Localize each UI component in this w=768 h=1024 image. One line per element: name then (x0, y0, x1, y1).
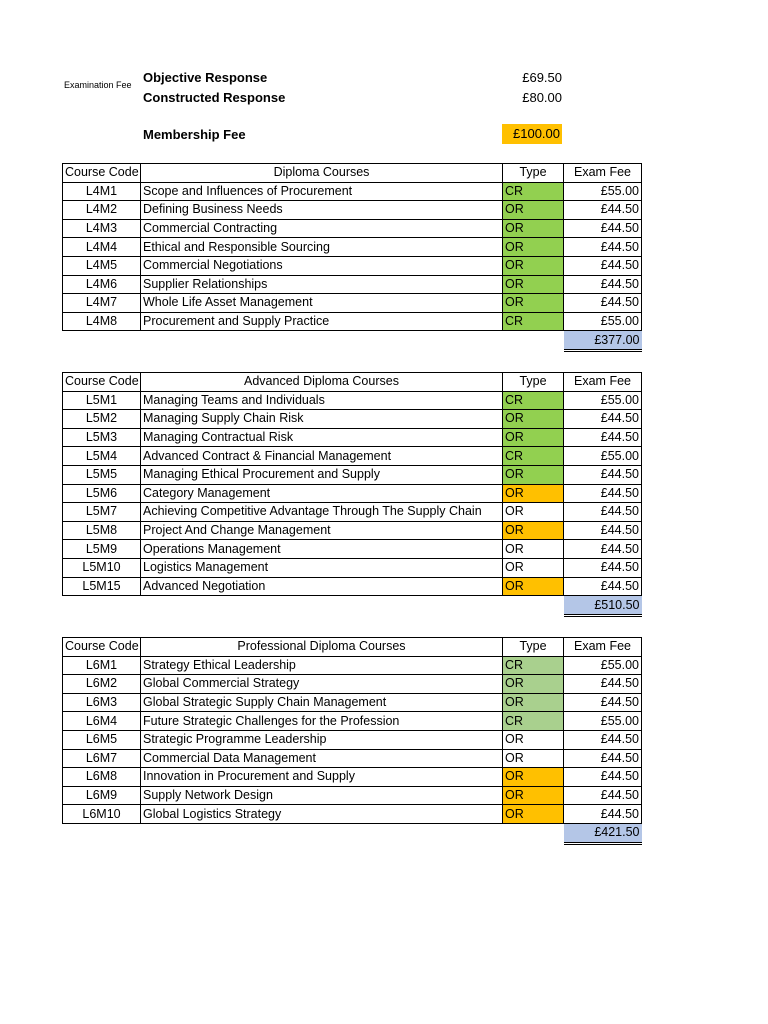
course-code-cell: L6M8 (63, 768, 141, 787)
exam-type-cell: CR (503, 447, 564, 466)
course-code-cell: L5M1 (63, 391, 141, 410)
course-code-cell: L6M2 (63, 675, 141, 694)
exam-fee-cell: £55.00 (564, 712, 642, 731)
table-header-row (63, 164, 642, 183)
exam-fee-cell: £44.50 (564, 465, 642, 484)
exam-type-cell: CR (503, 712, 564, 731)
type-header: Type (503, 164, 564, 183)
course-name-cell: Defining Business Needs (141, 201, 503, 220)
total-fee-cell: £421.50 (564, 823, 642, 843)
course-name-cell: Commercial Negotiations (141, 256, 503, 275)
exam-fee-cell: £44.50 (564, 219, 642, 238)
table-row (63, 182, 642, 201)
course-name-cell: Whole Life Asset Management (141, 294, 503, 313)
course-name-cell: Strategic Programme Leadership (141, 730, 503, 749)
table-row (63, 675, 642, 694)
table-row (63, 275, 642, 294)
membership-fee-label: Membership Fee (143, 127, 246, 142)
table-row (63, 312, 642, 331)
exam-type-cell: CR (503, 182, 564, 201)
table-row (63, 656, 642, 675)
table-row (63, 465, 642, 484)
exam-fee-cell: £55.00 (564, 182, 642, 201)
course-code-cell: L5M5 (63, 465, 141, 484)
exam-type-cell: OR (503, 675, 564, 694)
course-code-cell: L4M3 (63, 219, 141, 238)
table-row (63, 238, 642, 257)
course-name-cell: Project And Change Management (141, 521, 503, 540)
course-code-cell: L4M2 (63, 201, 141, 220)
exam-type-cell: OR (503, 238, 564, 257)
diploma-courses-header: Diploma Courses (141, 164, 503, 183)
course-name-cell: Managing Teams and Individuals (141, 391, 503, 410)
exam-fee-cell: £44.50 (564, 503, 642, 522)
fee-summary (0, 0, 768, 150)
total-row (63, 596, 642, 616)
exam-type-cell: OR (503, 693, 564, 712)
objective-response-label: Objective Response (143, 70, 268, 85)
table-row (63, 484, 642, 503)
course-code-cell: L6M1 (63, 656, 141, 675)
course-name-cell: Procurement and Supply Practice (141, 312, 503, 331)
exam-type-cell: OR (503, 275, 564, 294)
course-code-cell: L4M1 (63, 182, 141, 201)
exam-fee-cell: £44.50 (564, 484, 642, 503)
exam-fee-cell: £44.50 (564, 201, 642, 220)
exam-type-cell: CR (503, 391, 564, 410)
exam-fee-cell: £44.50 (564, 238, 642, 257)
course-name-cell: Strategy Ethical Leadership (141, 656, 503, 675)
exam-fee-cell: £44.50 (564, 749, 642, 768)
type-header: Type (503, 638, 564, 657)
advanced-diploma-courses-header: Advanced Diploma Courses (141, 373, 503, 392)
table-row (63, 219, 642, 238)
exam-type-cell: OR (503, 768, 564, 787)
course-name-cell: Global Strategic Supply Chain Management (141, 693, 503, 712)
course-code-cell: L4M6 (63, 275, 141, 294)
total-fee-cell: £510.50 (564, 596, 642, 616)
exam-fee-cell: £44.50 (564, 558, 642, 577)
course-name-cell: Commercial Contracting (141, 219, 503, 238)
exam-type-cell: OR (503, 294, 564, 313)
exam-type-cell: OR (503, 484, 564, 503)
table-row (63, 410, 642, 429)
course-name-cell: Category Management (141, 484, 503, 503)
course-code-cell: L4M4 (63, 238, 141, 257)
course-name-cell: Supplier Relationships (141, 275, 503, 294)
exam-fee-cell: £44.50 (564, 786, 642, 805)
course-code-cell: L4M7 (63, 294, 141, 313)
diploma-courses-table (62, 163, 642, 352)
table-row (63, 428, 642, 447)
course-code-cell: L5M10 (63, 558, 141, 577)
course-code-cell: L5M2 (63, 410, 141, 429)
exam-fee-cell: £44.50 (564, 256, 642, 275)
course-name-cell: Future Strategic Challenges for the Profession (141, 712, 503, 731)
course-code-cell: L5M8 (63, 521, 141, 540)
exam-fee-cell: £44.50 (564, 275, 642, 294)
course-name-cell: Global Commercial Strategy (141, 675, 503, 694)
total-row (63, 331, 642, 351)
exam-type-cell: OR (503, 577, 564, 596)
table-row (63, 693, 642, 712)
table-row (63, 712, 642, 731)
exam-fee-cell: £55.00 (564, 447, 642, 466)
total-fee-cell: £377.00 (564, 331, 642, 351)
course-code-cell: L6M9 (63, 786, 141, 805)
course-code-cell: L5M9 (63, 540, 141, 559)
exam-type-cell: CR (503, 312, 564, 331)
exam-type-cell: OR (503, 410, 564, 429)
course-name-cell: Commercial Data Management (141, 749, 503, 768)
exam-type-cell: OR (503, 521, 564, 540)
course-code-cell: L6M10 (63, 805, 141, 824)
course-name-cell: Advanced Negotiation (141, 577, 503, 596)
table-row (63, 749, 642, 768)
course-code-header: Course Code (63, 638, 141, 657)
course-name-cell: Innovation in Procurement and Supply (141, 768, 503, 787)
course-code-cell: L6M5 (63, 730, 141, 749)
exam-type-cell: OR (503, 730, 564, 749)
exam-fee-cell: £44.50 (564, 410, 642, 429)
exam-type-cell: OR (503, 786, 564, 805)
course-name-cell: Managing Supply Chain Risk (141, 410, 503, 429)
course-name-cell: Logistics Management (141, 558, 503, 577)
course-code-cell: L5M4 (63, 447, 141, 466)
table-row (63, 786, 642, 805)
exam-fee-cell: £44.50 (564, 521, 642, 540)
course-code-cell: L5M7 (63, 503, 141, 522)
table-row (63, 540, 642, 559)
course-code-cell: L6M4 (63, 712, 141, 731)
exam-fee-cell: £55.00 (564, 656, 642, 675)
table-row (63, 558, 642, 577)
objective-response-amount: £69.50 (522, 70, 562, 85)
exam-type-cell: OR (503, 465, 564, 484)
course-code-cell: L4M8 (63, 312, 141, 331)
course-code-cell: L5M15 (63, 577, 141, 596)
type-header: Type (503, 373, 564, 392)
exam-fee-cell: £55.00 (564, 312, 642, 331)
course-code-header: Course Code (63, 164, 141, 183)
advanced-diploma-courses-table (62, 372, 642, 617)
exam-fee-header: Exam Fee (564, 373, 642, 392)
course-name-cell: Managing Contractual Risk (141, 428, 503, 447)
exam-fee-header: Exam Fee (564, 164, 642, 183)
table-row (63, 256, 642, 275)
course-name-cell: Advanced Contract & Financial Management (141, 447, 503, 466)
course-code-header: Course Code (63, 373, 141, 392)
exam-fee-cell: £44.50 (564, 428, 642, 447)
exam-fee-cell: £44.50 (564, 540, 642, 559)
exam-type-cell: OR (503, 428, 564, 447)
constructed-response-label: Constructed Response (143, 90, 286, 105)
table-row (63, 201, 642, 220)
course-name-cell: Scope and Influences of Procurement (141, 182, 503, 201)
exam-fee-cell: £44.50 (564, 294, 642, 313)
membership-fee-amount: £100.00 (502, 124, 562, 144)
exam-type-cell: OR (503, 256, 564, 275)
course-name-cell: Ethical and Responsible Sourcing (141, 238, 503, 257)
course-code-cell: L5M3 (63, 428, 141, 447)
examination-fee-label: Examination Fee (64, 80, 132, 90)
course-name-cell: Global Logistics Strategy (141, 805, 503, 824)
course-name-cell: Managing Ethical Procurement and Supply (141, 465, 503, 484)
course-code-cell: L5M6 (63, 484, 141, 503)
exam-type-cell: CR (503, 656, 564, 675)
exam-fee-cell: £44.50 (564, 805, 642, 824)
table-row (63, 447, 642, 466)
total-row (63, 823, 642, 843)
course-name-cell: Supply Network Design (141, 786, 503, 805)
table-row (63, 294, 642, 313)
table-row (63, 503, 642, 522)
professional-diploma-courses-header: Professional Diploma Courses (141, 638, 503, 657)
constructed-response-amount: £80.00 (522, 90, 562, 105)
exam-fee-cell: £44.50 (564, 730, 642, 749)
exam-type-cell: OR (503, 805, 564, 824)
course-code-cell: L6M3 (63, 693, 141, 712)
table-row (63, 577, 642, 596)
exam-type-cell: OR (503, 749, 564, 768)
exam-type-cell: OR (503, 540, 564, 559)
table-header-row (63, 373, 642, 392)
exam-type-cell: OR (503, 503, 564, 522)
exam-fee-cell: £55.00 (564, 391, 642, 410)
exam-fee-header: Exam Fee (564, 638, 642, 657)
table-header-row (63, 638, 642, 657)
exam-fee-cell: £44.50 (564, 768, 642, 787)
course-name-cell: Operations Management (141, 540, 503, 559)
table-row (63, 521, 642, 540)
table-row (63, 805, 642, 824)
table-row (63, 768, 642, 787)
exam-fee-cell: £44.50 (564, 693, 642, 712)
course-name-cell: Achieving Competitive Advantage Through The Supply Chain (141, 503, 503, 522)
course-code-cell: L4M5 (63, 256, 141, 275)
table-row (63, 730, 642, 749)
course-code-cell: L6M7 (63, 749, 141, 768)
exam-fee-cell: £44.50 (564, 577, 642, 596)
exam-type-cell: OR (503, 219, 564, 238)
exam-fee-cell: £44.50 (564, 675, 642, 694)
professional-diploma-courses-table (62, 637, 642, 845)
exam-type-cell: OR (503, 201, 564, 220)
exam-type-cell: OR (503, 558, 564, 577)
table-row (63, 391, 642, 410)
